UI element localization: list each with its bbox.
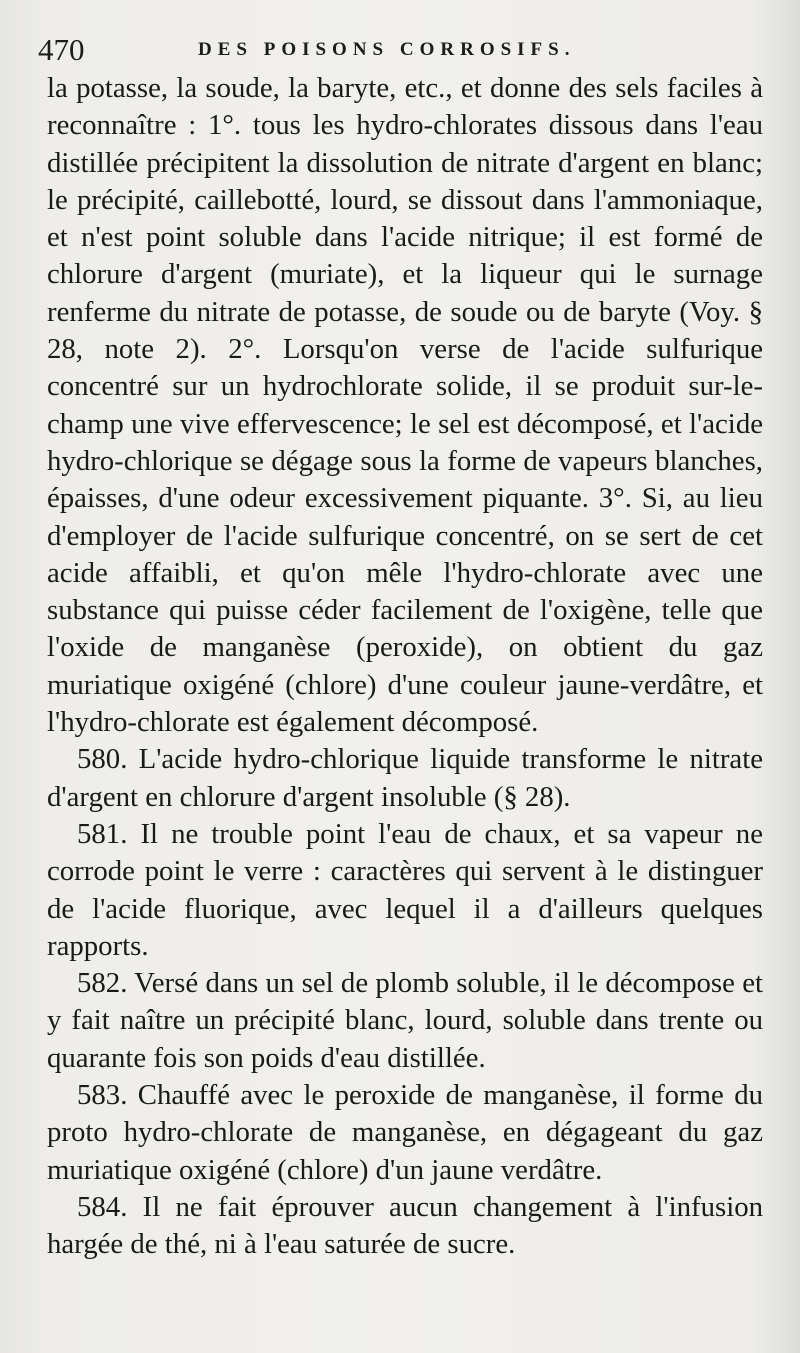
- paragraph-580: 580. L'acide hydro-chlorique liquide transforme le nitrate d'argent en chlorure d'argent insoluble (§ 28).: [47, 743, 763, 813]
- running-title: DES POISONS CORROSIFS.: [198, 39, 576, 60]
- paragraph-581: 581. Il ne trouble point l'eau de chaux, et sa vapeur ne corrode point le verre : caractères qui servent à le distinguer de l'acide fluorique, avec lequel il a d'ailleurs quelques rapports.: [47, 817, 763, 962]
- paragraph-583: 583. Chauffé avec le peroxide de manganèse, il forme du proto hydro-chlorate de manganèse, en dégageant du gaz muriatique oxigéné (chlore) d'un jaune verdâtre.: [47, 1079, 763, 1186]
- page-body: [47, 70, 763, 1264]
- page-header: [38, 30, 778, 70]
- paragraph-continuation: la potasse, la soude, la baryte, etc., et donne des sels faciles à reconnaître : 1°. tous les hydro-chlorates dissous dans l'eau distillée précipitent la dissolution de nitrate d'argent en blanc; le précipité, caillebotté, lourd, se dissout dans l'ammoniaque, et n'est point soluble dans l'acide nitrique; il est formé de chlorure d'argent (muriate), et la liqueur qui le surnage renferme du nitrate de potasse, de soude ou de baryte (Voy. § 28, note 2). 2°. Lorsqu'on verse de l'acide sulfurique concentré sur un hydrochlorate solide, il se produit sur-le-champ une vive effervescence; le sel est décomposé, et l'acide hydro-chlorique se dégage sous la forme de vapeurs blanches, épaisses, d'une odeur excessivement piquante. 3°. Si, au lieu d'employer de l'acide sulfurique concentré, on se sert de cet acide affaibli, et qu'on mêle l'hydro-chlorate avec une substance qui puisse céder facilement de l'oxigène, telle que l'oxide de manganèse (peroxide), on obtient du gaz muriatique oxigéné (chlore) d'une couleur jaune-verdâtre, et l'hydro-chlorate est également décomposé.: [47, 72, 763, 739]
- paragraph-584: 584. Il ne fait éprouver aucun changement à l'infusion hargée de thé, ni à l'eau saturée de sucre.: [47, 1190, 763, 1261]
- page-number: 470: [38, 32, 85, 67]
- paragraph-582: 582. Versé dans un sel de plomb soluble, il le décompose et y fait naître un précipité blanc, lourd, soluble dans trente ou quarante fois son poids d'eau distillée.: [47, 967, 763, 1074]
